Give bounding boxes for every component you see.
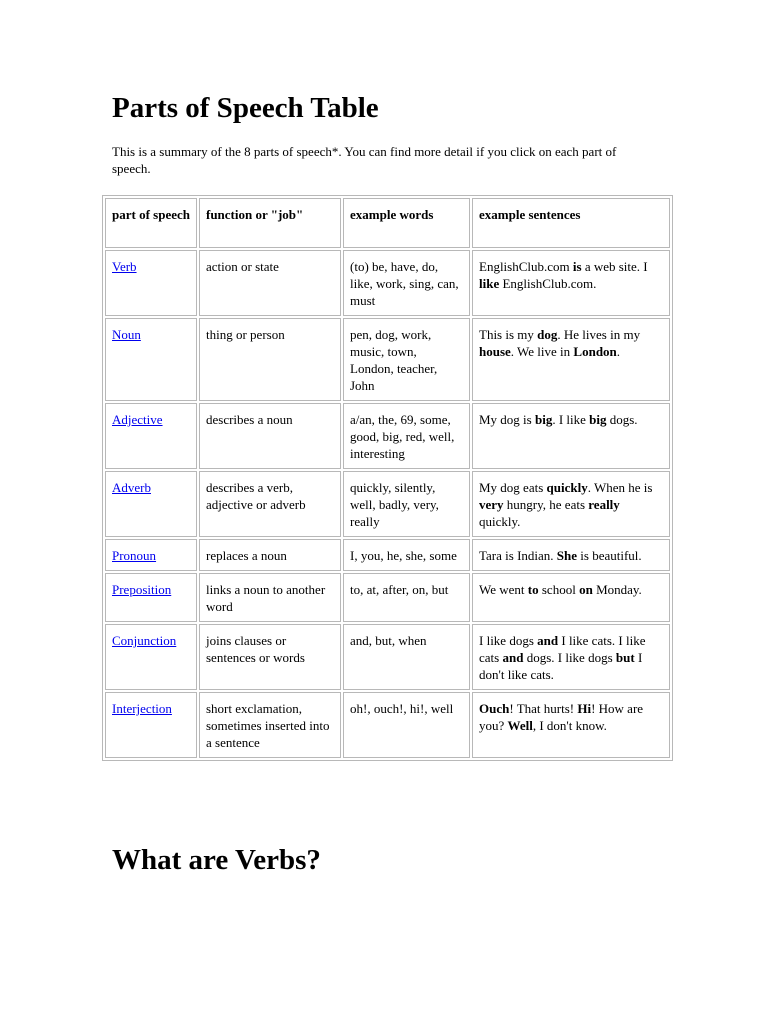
example-text: My dog eats	[479, 480, 547, 495]
cell-example-words: a/an, the, 69, some, good, big, red, well, interesting	[343, 403, 470, 469]
example-keyword: on	[579, 582, 593, 597]
example-keyword: to	[527, 582, 539, 597]
example-text: . When he is	[587, 480, 653, 495]
section-title-verbs: What are Verbs?	[112, 844, 321, 876]
table-row	[105, 539, 670, 571]
example-keyword: She	[556, 548, 578, 563]
example-keyword: very	[479, 497, 504, 512]
parts-of-speech-table-wrapper	[102, 195, 673, 761]
cell-part-of-speech	[105, 403, 197, 469]
part-of-speech-link[interactable]: Conjunction	[112, 633, 177, 648]
cell-part-of-speech	[105, 624, 197, 690]
part-of-speech-link[interactable]: Interjection	[112, 701, 172, 716]
example-text: . I like	[552, 412, 590, 427]
cell-function: short exclamation, sometimes inserted into a sentence	[199, 692, 341, 758]
cell-function: replaces a noun	[199, 539, 341, 571]
table-body	[105, 250, 670, 758]
cell-function: describes a noun	[199, 403, 341, 469]
table-header-row	[105, 198, 670, 248]
example-text: My dog is	[479, 412, 535, 427]
table-row	[105, 318, 670, 401]
example-text: . He lives in my	[557, 327, 641, 342]
part-of-speech-link[interactable]: Preposition	[112, 582, 172, 597]
cell-example-words: pen, dog, work, music, town, London, teacher, John	[343, 318, 470, 401]
example-keyword: dog	[537, 327, 558, 342]
cell-example-words: to, at, after, on, but	[343, 573, 470, 622]
cell-function: joins clauses or sentences or words	[199, 624, 341, 690]
table-row	[105, 692, 670, 758]
cell-example-sentence	[472, 471, 670, 537]
part-of-speech-link[interactable]: Noun	[112, 327, 141, 342]
cell-part-of-speech	[105, 318, 197, 401]
cell-example-sentence	[472, 692, 670, 758]
example-text: I don't like cats.	[479, 650, 643, 682]
example-keyword: like	[479, 276, 500, 291]
example-keyword: but	[615, 650, 635, 665]
cell-function: action or state	[199, 250, 341, 316]
example-text: EnglishClub.com.	[499, 276, 597, 291]
cell-function: links a noun to another word	[199, 573, 341, 622]
part-of-speech-link[interactable]: Pronoun	[112, 548, 157, 563]
table-row	[105, 403, 670, 469]
cell-example-words: quickly, silently, well, badly, very, really	[343, 471, 470, 537]
example-text: EnglishClub.com	[479, 259, 573, 274]
cell-example-words: oh!, ouch!, hi!, well	[343, 692, 470, 758]
table-row	[105, 573, 670, 622]
cell-example-sentence	[472, 403, 670, 469]
header-part-of-speech: part of speech	[105, 198, 197, 248]
example-keyword: London	[573, 344, 617, 359]
cell-example-words: and, but, when	[343, 624, 470, 690]
example-text: ! How are you?	[479, 701, 644, 733]
table-row	[105, 471, 670, 537]
example-keyword: and	[537, 633, 559, 648]
cell-example-sentence	[472, 573, 670, 622]
table-row	[105, 624, 670, 690]
cell-function: describes a verb, adjective or adverb	[199, 471, 341, 537]
example-keyword: really	[588, 497, 620, 512]
example-text: school	[538, 582, 580, 597]
table-row	[105, 250, 670, 316]
example-keyword: quickly	[546, 480, 588, 495]
cell-example-words: I, you, he, she, some	[343, 539, 470, 571]
cell-example-sentence	[472, 539, 670, 571]
example-text: I like dogs	[479, 633, 538, 648]
example-text: hungry, he eats	[503, 497, 589, 512]
example-text: We went	[479, 582, 528, 597]
parts-of-speech-table	[102, 195, 673, 761]
example-text: Tara is Indian.	[479, 548, 557, 563]
example-keyword: Hi	[577, 701, 592, 716]
example-text: This is my	[479, 327, 538, 342]
part-of-speech-link[interactable]: Verb	[112, 259, 137, 274]
example-keyword: house	[479, 344, 511, 359]
example-text: . We live in	[510, 344, 574, 359]
header-example-sentences: example sentences	[472, 198, 670, 248]
part-of-speech-link[interactable]: Adverb	[112, 480, 151, 495]
cell-part-of-speech	[105, 573, 197, 622]
cell-example-words: (to) be, have, do, like, work, sing, can, must	[343, 250, 470, 316]
example-keyword: and	[502, 650, 524, 665]
cell-example-sentence	[472, 250, 670, 316]
example-text: dogs. I like dogs	[523, 650, 616, 665]
example-text: I like cats. I like cats	[479, 633, 646, 665]
cell-part-of-speech	[105, 692, 197, 758]
header-example-words: example words	[343, 198, 470, 248]
example-text: , I don't know.	[532, 718, 607, 733]
example-text: dogs.	[606, 412, 638, 427]
page-title: Parts of Speech Table	[112, 92, 379, 124]
cell-part-of-speech	[105, 471, 197, 537]
example-text: .	[616, 344, 621, 359]
example-keyword: Well	[507, 718, 533, 733]
cell-part-of-speech	[105, 539, 197, 571]
example-text: is beautiful.	[577, 548, 642, 563]
example-text: Monday.	[592, 582, 642, 597]
cell-example-sentence	[472, 624, 670, 690]
header-function: function or "job"	[199, 198, 341, 248]
example-keyword: Ouch	[479, 701, 510, 716]
part-of-speech-link[interactable]: Adjective	[112, 412, 163, 427]
example-text: ! That hurts!	[509, 701, 578, 716]
cell-part-of-speech	[105, 250, 197, 316]
example-text: a web site. I	[581, 259, 648, 274]
cell-function: thing or person	[199, 318, 341, 401]
cell-example-sentence	[472, 318, 670, 401]
example-text: quickly.	[479, 514, 521, 529]
example-keyword: big	[534, 412, 553, 427]
example-keyword: big	[589, 412, 607, 427]
intro-text: This is a summary of the 8 parts of speech*. You can find more detail if you click on each part of speech.	[112, 144, 617, 176]
example-keyword: is	[572, 259, 582, 274]
